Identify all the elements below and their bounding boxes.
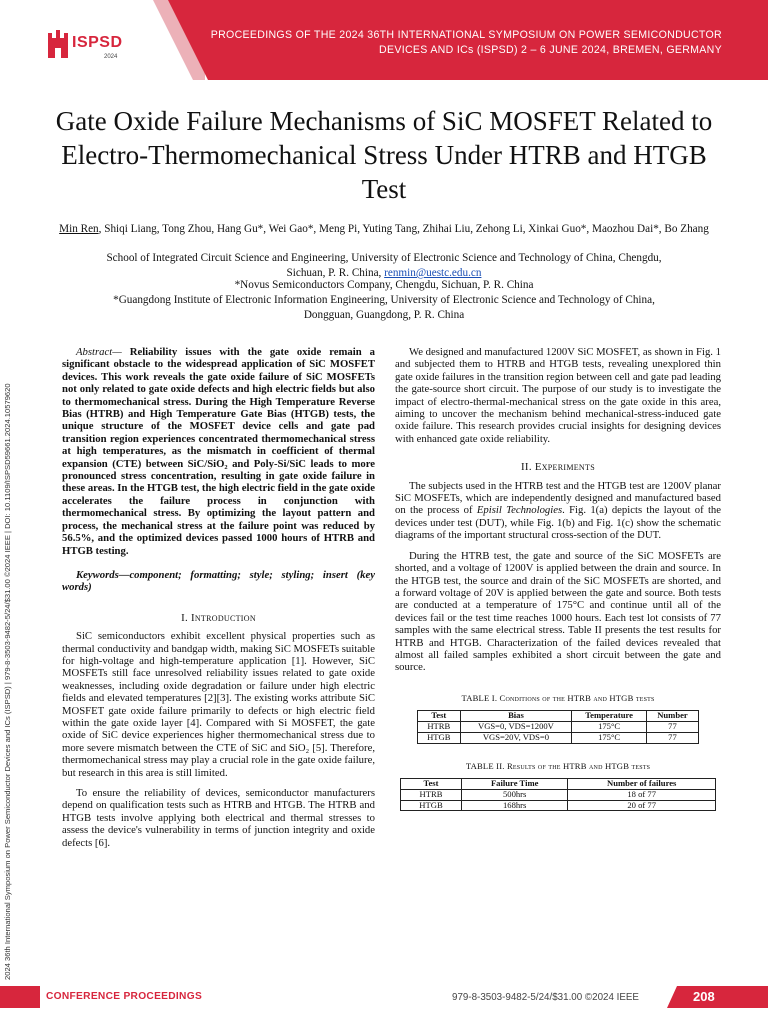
header-line-1: PROCEEDINGS OF THE 2024 36TH INTERNATIONAL SYMPOSIUM ON POWER SEMICONDUCTOR: [210, 29, 722, 41]
table-cell: HTRB: [401, 789, 462, 800]
table-cell: 77: [646, 732, 698, 743]
table-1: [417, 710, 699, 743]
table-cell: 20 of 77: [568, 800, 716, 811]
table-2-header: Failure Time: [462, 778, 568, 789]
header-line-2: DEVICES AND ICs (ISPSD) 2 – 6 JUNE 2024, BREMEN, GERMANY: [379, 44, 722, 56]
first-author: Min Ren: [59, 223, 99, 235]
castle-logo-icon: [46, 28, 70, 60]
page-header: [0, 0, 768, 80]
table-2-caption: TABLE II. Results of the HTRB and HTGB tests: [465, 760, 651, 771]
abstract-label: Abstract—: [76, 346, 122, 358]
paper-title: Gate Oxide Failure Mechanisms of SiC MOSFET Related to Electro-Thermomechanical Stress Under HTRB and HTGB Test: [55, 106, 713, 204]
author-list: [55, 222, 713, 237]
page-footer: [0, 986, 768, 1024]
footer-page-tab: [667, 986, 768, 1008]
affiliation-2: *Novus Semiconductors Company, Chengdu, Sichuan, P. R. China: [234, 279, 534, 291]
table-row: [418, 732, 699, 743]
table-row: [418, 721, 699, 732]
abstract-text: Reliability issues with the gate oxide remain a significant obstacle to the widespread application of SiC MOSFET devices. This work reveals the gate oxide failure of SiC MOSFETs not only related to gate oxide defects and high electric fields but also to thermomechanical stress. During the High Temperature Reverse Bias (HTRB) and High Temperature Gate Bias (HTGB) tests, the unique structure of the MOSFET device cells and gate pad transition region experiences concentrated thermomechanical stress at high temperatures, as the mismatch in coefficient of thermal expansion (CTE) between SiC/SiO₂ and Poly-Si/SiC leads to more pronounced stress concentration, resulting in gate oxide failure in these areas. In the HTGB test, the high electric field in the gate oxide accelerates the failure process in conjunction with thermomechanical stress. By optimizing the layout pattern and process, the mechanical stress at the failure point was reduced by 56.5%, and the optimized devices passed 1000 hours of HTRB and HTGB testing.: [62, 346, 375, 557]
affiliation-3: [55, 293, 713, 323]
affiliation-3-line-1: *Guangdong Institute of Electronic Information Engineering, University of Electronic Science and Technology of China,: [113, 294, 655, 306]
experiments-paragraph-1: [395, 480, 721, 542]
section-experiments-heading: II. Experiments: [521, 461, 595, 474]
table-cell: HTGB: [418, 732, 461, 743]
table-cell: 168hrs: [462, 800, 568, 811]
table-cell: 500hrs: [462, 789, 568, 800]
affiliation-3-line-2: Dongguan, Guangdong, P. R. China: [303, 309, 465, 321]
table-1-header: Temperature: [572, 711, 647, 722]
table-cell: VGS=20V, VDS=0: [460, 732, 572, 743]
abstract: [62, 346, 375, 557]
right-paragraph-1: We designed and manufactured 1200V SiC MOSFET, as shown in Fig. 1 and subjected them to HTRB and HTGB tests, revealing unexplored thin gate oxide failures in the transition region between cell and gate pad leading the gate-source short circuit. The purpose of our study is to investigate the impact of electro-thermal-mechanical stress on the gate oxide in this area, aiming to uncover the mechanism behind mechanical-stress-induced gate oxide failure. This research provides crucial insights for designing devices with enhanced gate oxide reliability.: [395, 346, 721, 445]
table-row: [401, 800, 716, 811]
affiliation-1: [55, 251, 713, 281]
table-1-header: Test: [418, 711, 461, 722]
table-1-header-row: [418, 711, 699, 722]
exp-text-b: . Fig. 1(a) depicts the layout of the devices under test (DUT), while Fig. 1(b) and Fig. 1(c) show the schematic diagrams of the important structural cross-section of the DUT.: [395, 504, 722, 542]
exp-text-a: The subjects used in the HTRB test and the HTGB test are 1200V planar SiC MOSFETs, which are independently designed and manufactured based on the process of: [395, 479, 721, 517]
table-2-header: Test: [401, 778, 462, 789]
table-row: [401, 789, 716, 800]
footer-conference-label: CONFERENCE PROCEEDINGS: [46, 991, 203, 1002]
table-cell: HTGB: [401, 800, 462, 811]
intro-paragraph-2: To ensure the reliability of devices, semiconductor manufacturers depend on qualification tests such as HTRB and HTGB. The HTRB and HTGB tests involve applying both electrical and thermal stresses to assess the device's vulnerability in terms of junction integrity and oxide defects [6].: [62, 787, 375, 849]
table-2-header-row: [401, 778, 716, 789]
table-1-header: Bias: [460, 711, 572, 722]
other-authors: , Shiqi Liang, Tong Zhou, Hang Gu*, Wei Gao*, Meng Pi, Yuting Tang, Zhihai Liu, Zehong Li, Xinkai Guo*, Maozhou Dai*, Bo Zhang: [98, 223, 709, 235]
left-column: [62, 346, 375, 857]
footer-accent-bar: [0, 986, 40, 1008]
table-cell: 175°C: [572, 721, 647, 732]
page-number: 208: [693, 989, 715, 1004]
table-2: [400, 778, 716, 811]
logo-year: 2024: [104, 54, 118, 60]
right-column: [395, 346, 721, 811]
table-cell: HTRB: [418, 721, 461, 732]
intro-paragraph-1: SiC semiconductors exhibit excellent physical properties such as thermal conductivity and bandgap width, making SiC MOSFETs suitable for high-voltage and high-temperature application [1]. However, SiC MOSFETs still face unresolved reliability issues related to gate oxide weaknesses, including oxide degradation or failure under high electric fields and elevated temperatures [2][3]. The existing works attribute SiC MOSFET gate oxide failure primarily to defects or high electric field within the gate oxide layer [4]. Compared with Si MOSFET, the gate oxide of SiC device experiences higher thermomechanical stress due to more severe mismatch between the CTE of SiC and SiO₂ [5]. Therefore, thermomechanical stress may play a crucial role in the gate oxide failure, but research in this area is still limited.: [62, 630, 376, 779]
side-margin-doi: 2024 36th International Symposium on Power Semiconductor Devices and ICs (ISPSD) | 979-8-3503-9482-5/24/$31.00 ©2024 IEEE | DOI: 10.1109/ISPSD59661.2024.10579620: [3, 383, 12, 980]
table-cell: 18 of 77: [568, 789, 716, 800]
footer-isbn: 979-8-3503-9482-5/24/$31.00 ©2024 IEEE: [452, 992, 639, 1003]
section-introduction-heading: I. Introduction: [181, 611, 256, 624]
logo-text: ISPSD: [72, 34, 123, 51]
affiliation-1-line-1: School of Integrated Circuit Science and Engineering, University of Electronic Science and Technology of China, Chengdu,: [106, 252, 662, 264]
table-cell: 77: [646, 721, 698, 732]
exp-text-em: Episil Technologies: [476, 504, 563, 517]
ispsd-logo: [46, 28, 156, 62]
table-1-header: Number: [646, 711, 698, 722]
experiments-paragraph-2: During the HTRB test, the gate and source of the SiC MOSFETs are shorted, and a voltage of 1200V is applied between the drain and source. In the HTGB test, the source and drain of the SiC MOSFETs are shorted, and a forward voltage of 20V is applied between the gate and source. Both tests are conducted at a temperature of 175°C and continue until all of the devices fail or the test time reaches 1000 hours. Each test lot consists of 77 samples with the same electrical stress. Table II presents the test results for HTRB and HTGB. Characterization of the failed devices revealed that almost all failed samples exhibited a short circuit between the gate and source.: [395, 549, 721, 674]
header-proceedings-text: [202, 28, 722, 58]
table-cell: VGS=0, VDS=1200V: [460, 721, 572, 732]
table-1-caption: TABLE I. Conditions of the HTRB and HTGB tests: [461, 692, 655, 703]
affiliation-1-line-2: Sichuan, P. R. China,: [286, 267, 382, 279]
keywords: Keywords—component; formatting; style; styling; insert (key words): [62, 568, 375, 594]
table-2-header: Number of failures: [568, 778, 716, 789]
author-email-link[interactable]: renmin@uestc.edu.cn: [384, 267, 482, 279]
table-cell: 175°C: [572, 732, 647, 743]
